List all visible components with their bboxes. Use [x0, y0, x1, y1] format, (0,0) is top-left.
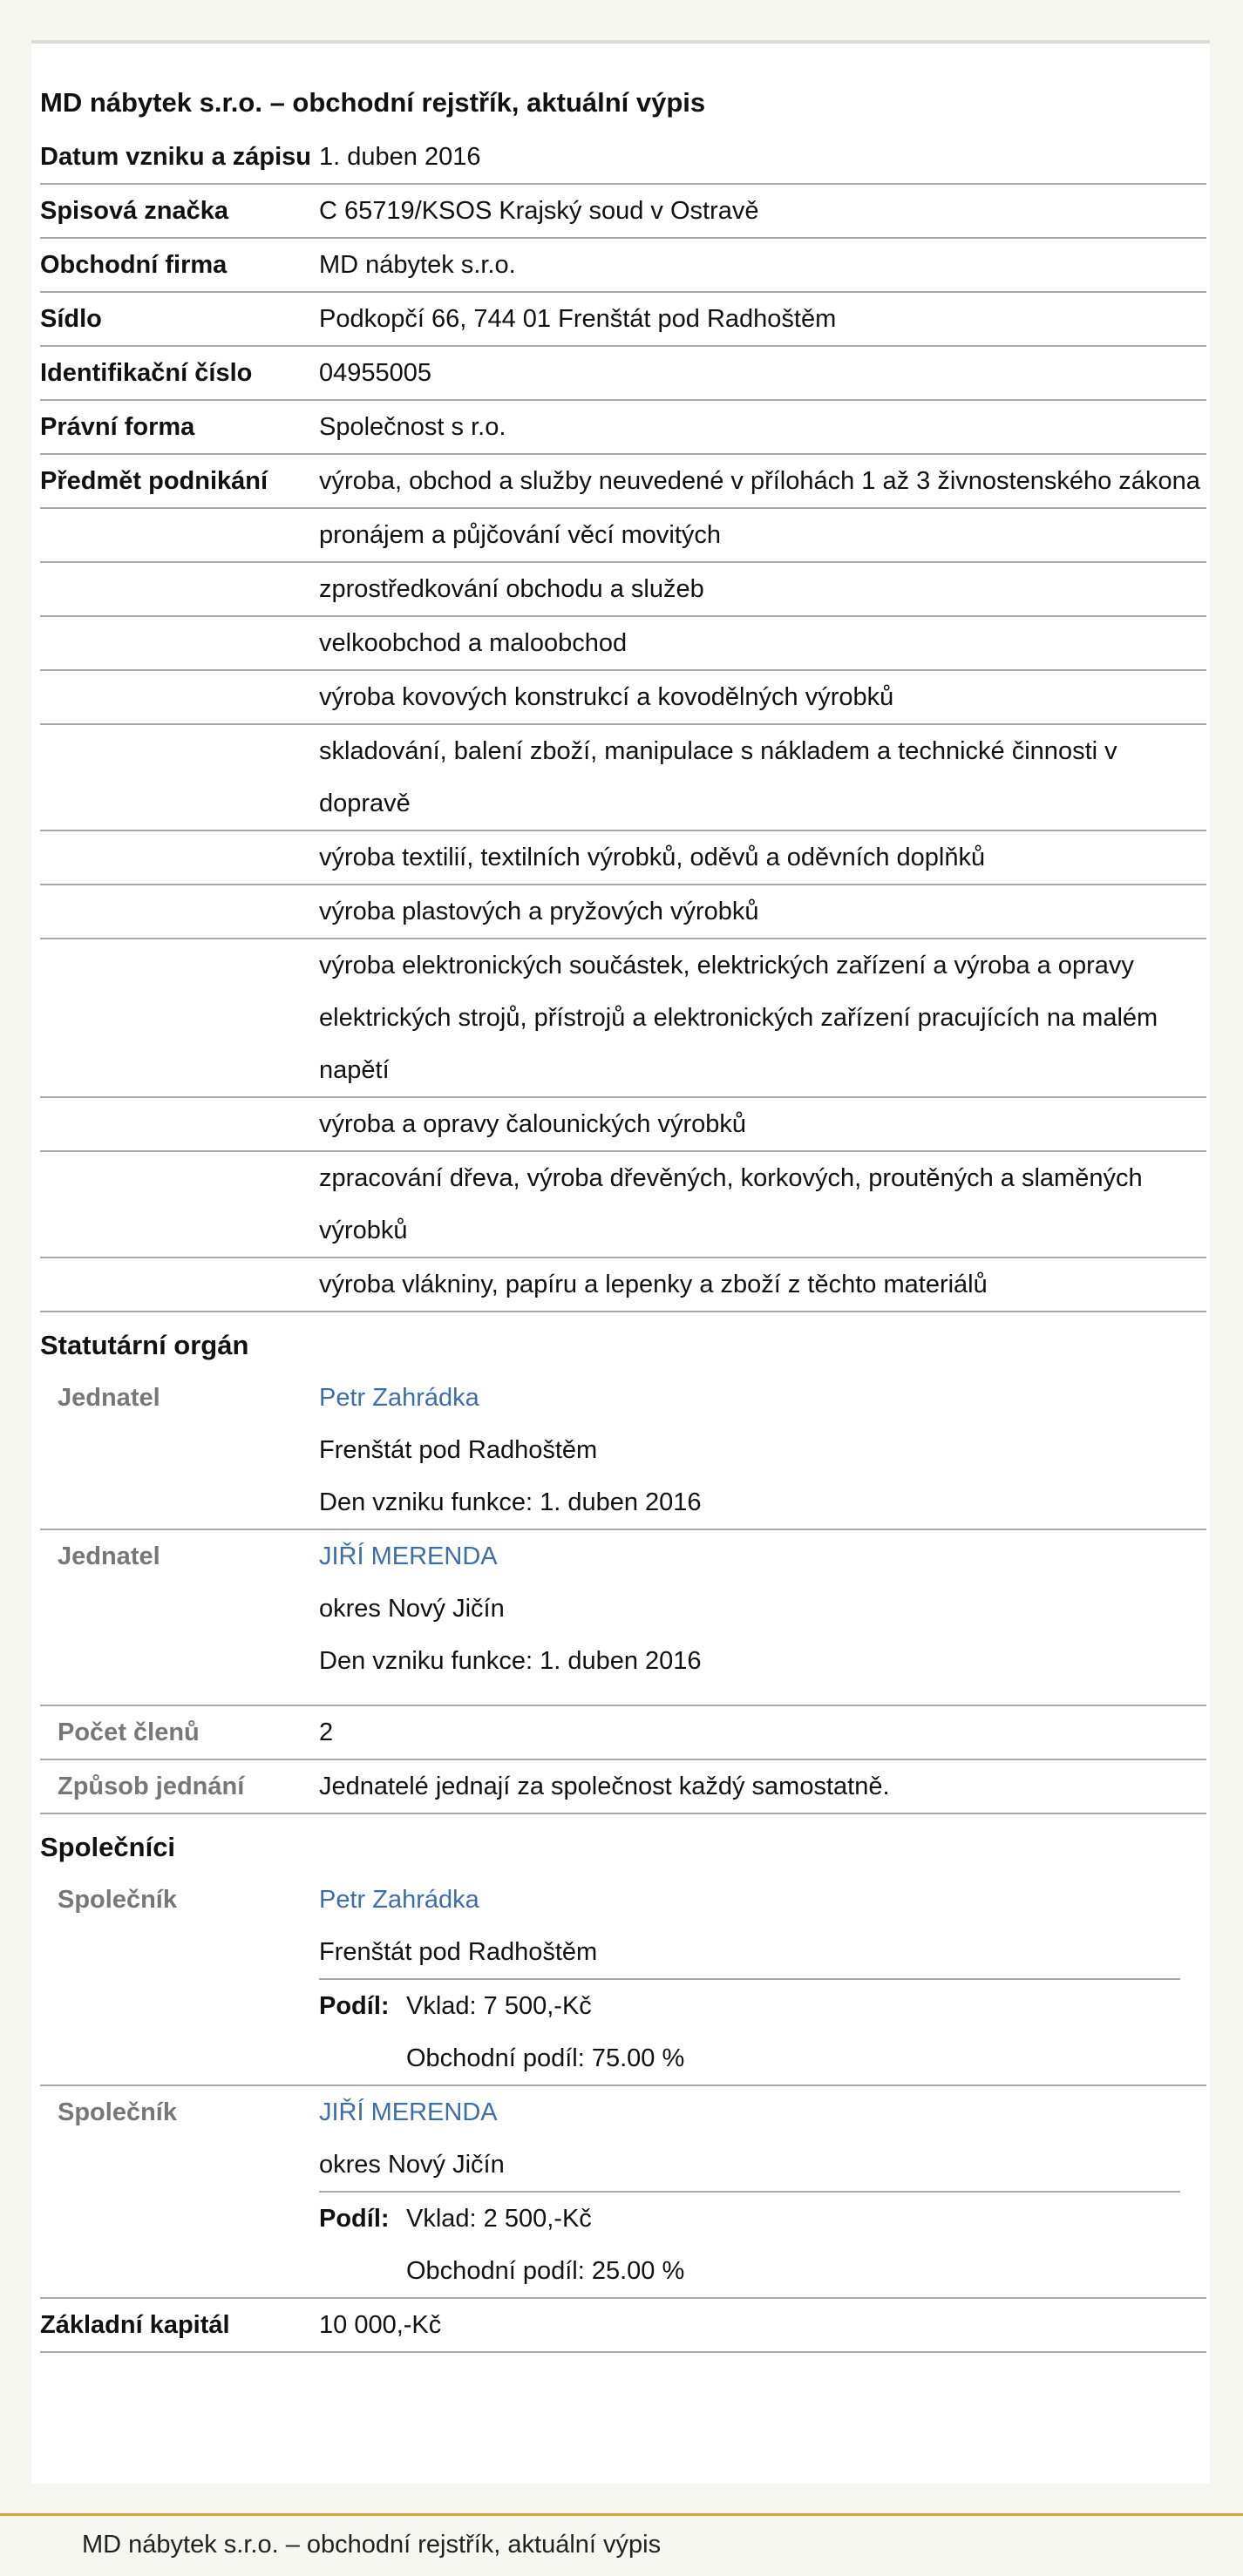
- row-obchodni-firma: [40, 239, 1206, 293]
- predmet-item: zprostředkování obchodu a služeb: [319, 575, 704, 603]
- page-title: MD nábytek s.r.o. – obchodní rejstřík, aktuální výpis: [40, 87, 706, 118]
- section-statutarni-organ: Statutární orgán: [40, 1330, 249, 1360]
- predmet-item: výroba elektronických součástek, elektrických zařízení a výroba a opravy elektrických strojů, přístrojů a elektronických zařízení pracujících na malém napětí: [319, 952, 1158, 1084]
- podil-value: Obchodní podíl: 75.00 %: [406, 2044, 685, 2072]
- row-datum-vzniku: [40, 131, 1206, 185]
- predmet-item: velkoobchod a maloobchod: [319, 629, 628, 657]
- person-place: okres Nový Jičín: [319, 2151, 505, 2179]
- label-predmet-podnikani: Předmět podnikání: [40, 467, 268, 495]
- row-predmet-0: [40, 455, 1206, 509]
- person-name: Petr Zahrádka: [319, 1886, 479, 1914]
- person-since: Den vzniku funkce: 1. duben 2016: [319, 1488, 702, 1516]
- label-pocet-clenu: Počet členů: [58, 1718, 200, 1746]
- person-since: Den vzniku funkce: 1. duben 2016: [319, 1647, 702, 1675]
- predmet-item: pronájem a půjčování věcí movitých: [319, 521, 721, 549]
- label-spisova-znacka: Spisová značka: [40, 197, 228, 225]
- value-pravni-forma: Společnost s r.o.: [319, 413, 506, 441]
- row-ico: [40, 347, 1206, 401]
- value-pocet-clenu: 2: [319, 1718, 334, 1746]
- row-predmet-5: [40, 725, 1206, 831]
- row-predmet-11: [40, 1258, 1206, 1312]
- label-ico: Identifikační číslo: [40, 359, 253, 387]
- vklad-value: Vklad: 2 500,-Kč: [406, 2205, 592, 2233]
- label-jednatel: Jednatel: [58, 1384, 160, 1412]
- person-place: Frenštát pod Radhoštěm: [319, 1938, 598, 1966]
- share-block: [319, 2191, 1180, 2297]
- row-zpusob-jednani: [40, 1760, 1206, 1814]
- person-place: okres Nový Jičín: [319, 1595, 505, 1623]
- row-spolecnik-2: [40, 2086, 1206, 2299]
- row-jednatel-2: [40, 1530, 1206, 1706]
- vklad-value: Vklad: 7 500,-Kč: [406, 1992, 592, 2020]
- label-spolecnik: Společník: [58, 1886, 177, 1914]
- footer-divider: [0, 2513, 1243, 2516]
- label-pravni-forma: Právní forma: [40, 413, 195, 441]
- person-name: JIŘÍ MERENDA: [319, 2098, 498, 2126]
- footer-title: MD nábytek s.r.o. – obchodní rejstřík, aktuální výpis: [82, 2531, 662, 2559]
- row-predmet-8: [40, 939, 1206, 1098]
- value-spisova-znacka: C 65719/KSOS Krajský soud v Ostravě: [319, 197, 759, 225]
- row-predmet-7: [40, 885, 1206, 939]
- predmet-item: výroba textilií, textilních výrobků, oděvů a oděvních doplňků: [319, 844, 986, 871]
- row-predmet-9: [40, 1098, 1206, 1152]
- value-zpusob-jednani: Jednatelé jednají za společnost každý samostatně.: [319, 1773, 890, 1800]
- registry-table: [40, 131, 1206, 2353]
- label-zakladni-kapital: Základní kapitál: [40, 2311, 230, 2339]
- row-sidlo: [40, 293, 1206, 347]
- person-name: JIŘÍ MERENDA: [319, 1542, 498, 1570]
- share-block: [319, 1978, 1180, 2085]
- podil-label: Podíl:: [319, 1992, 390, 2020]
- label-obchodni-firma: Obchodní firma: [40, 251, 228, 279]
- value-obchodni-firma: MD nábytek s.r.o.: [319, 251, 516, 279]
- label-jednatel: Jednatel: [58, 1542, 160, 1570]
- predmet-item: výroba plastových a pryžových výrobků: [319, 898, 759, 925]
- value-zakladni-kapital: 10 000,-Kč: [319, 2311, 442, 2339]
- value-sidlo: Podkopčí 66, 744 01 Frenštát pod Radhoštěm: [319, 305, 837, 333]
- label-datum-vzniku: Datum vzniku a zápisu: [40, 143, 312, 171]
- row-spolecnik-1: [40, 1874, 1206, 2086]
- row-pravni-forma: [40, 401, 1206, 455]
- predmet-item: skladování, balení zboží, manipulace s nákladem a technické činnosti v dopravě: [319, 737, 1117, 817]
- value-datum-vzniku: 1. duben 2016: [319, 143, 481, 171]
- podil-value: Obchodní podíl: 25.00 %: [406, 2257, 685, 2285]
- row-predmet-6: [40, 831, 1206, 885]
- row-spisova-znacka: [40, 185, 1206, 239]
- row-pocet-clenu: [40, 1706, 1206, 1760]
- row-predmet-1: [40, 509, 1206, 563]
- predmet-item: výroba a opravy čalounických výrobků: [319, 1110, 747, 1138]
- predmet-item: zpracování dřeva, výroba dřevěných, korkových, proutěných a slaměných výrobků: [319, 1164, 1143, 1244]
- podil-label: Podíl:: [319, 2205, 390, 2233]
- predmet-item: výroba kovových konstrukcí a kovodělných výrobků: [319, 683, 894, 711]
- row-predmet-10: [40, 1152, 1206, 1258]
- section-spolecnici: Společníci: [40, 1832, 176, 1862]
- label-zpusob-jednani: Způsob jednání: [58, 1773, 245, 1800]
- label-sidlo: Sídlo: [40, 305, 102, 333]
- person-place: Frenštát pod Radhoštěm: [319, 1436, 598, 1464]
- predmet-item: výroba, obchod a služby neuvedené v přílohách 1 až 3 živnostenského zákona: [319, 467, 1200, 495]
- row-predmet-4: [40, 671, 1206, 725]
- row-predmet-3: [40, 617, 1206, 671]
- person-name: Petr Zahrádka: [319, 1384, 479, 1412]
- row-predmet-2: [40, 563, 1206, 617]
- row-zakladni-kapital: [40, 2299, 1206, 2353]
- row-jednatel-1: [40, 1372, 1206, 1530]
- label-spolecnik: Společník: [58, 2098, 177, 2126]
- predmet-item: výroba vlákniny, papíru a lepenky a zboží z těchto materiálů: [319, 1271, 988, 1298]
- value-ico: 04955005: [319, 359, 432, 387]
